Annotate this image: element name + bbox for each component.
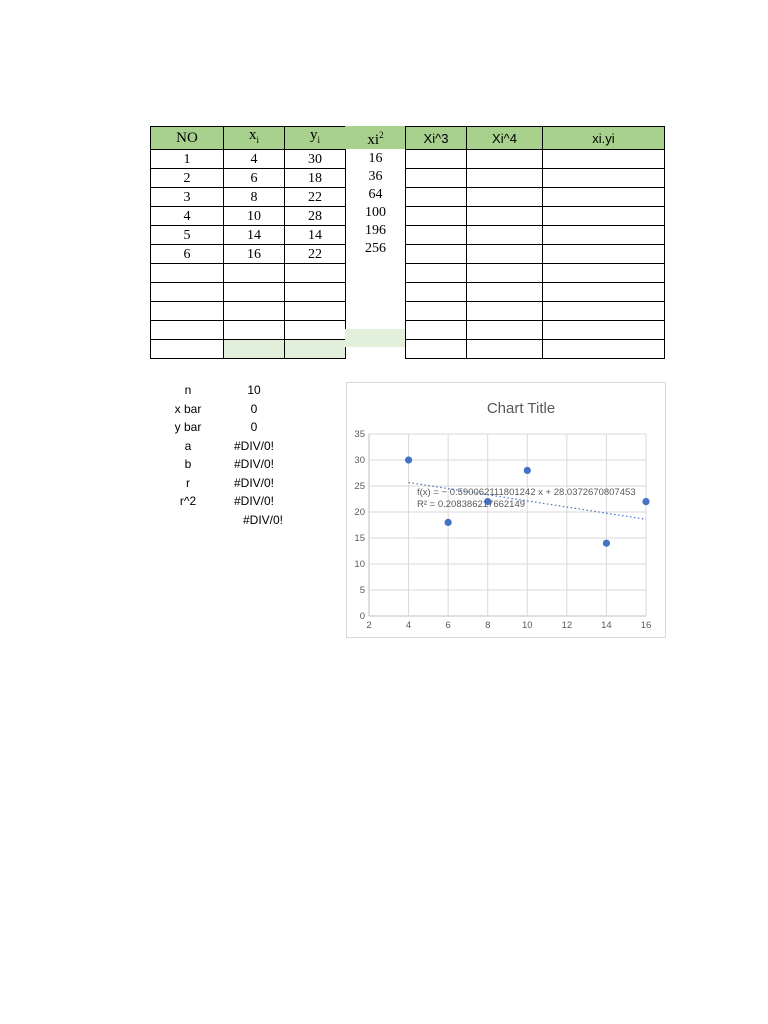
x-tick-label: 8	[485, 620, 491, 631]
empty-cell[interactable]	[224, 321, 285, 340]
data-table-right	[405, 126, 665, 359]
trendline-equation[interactable]: f(x) = − 0.590062111801242 x + 28.0372670807453	[417, 487, 636, 498]
stat-label[interactable]: b	[184, 457, 192, 471]
data-table-left	[150, 126, 346, 359]
empty-cell[interactable]	[543, 188, 665, 207]
cell-y[interactable]: 30	[285, 150, 346, 169]
cell-y[interactable]: 28	[285, 207, 346, 226]
empty-cell[interactable]	[345, 257, 406, 275]
stat-value[interactable]: #DIV/0!	[233, 494, 275, 508]
data-table-xi2	[345, 126, 406, 347]
empty-cell[interactable]	[467, 169, 543, 188]
stat-value[interactable]: #DIV/0!	[233, 475, 275, 490]
stat-label[interactable]: x bar	[174, 401, 202, 416]
header-xi2-sup: 2	[379, 130, 384, 140]
empty-cell[interactable]	[543, 207, 665, 226]
data-point	[445, 519, 452, 526]
data-point	[642, 498, 649, 505]
empty-cell[interactable]	[406, 245, 467, 264]
empty-cell[interactable]	[543, 226, 665, 245]
cell-x2[interactable]: 196	[365, 222, 386, 238]
x-tick-label: 14	[601, 620, 612, 631]
cell-x[interactable]: 6	[224, 169, 285, 188]
empty-cell[interactable]	[406, 340, 467, 359]
empty-cell[interactable]	[406, 302, 467, 321]
empty-cell[interactable]	[467, 188, 543, 207]
cell-y[interactable]: 22	[285, 188, 346, 207]
sum-cell-x[interactable]	[224, 340, 285, 359]
header-xi-sub: i	[256, 135, 259, 145]
empty-cell[interactable]	[224, 302, 285, 321]
empty-cell[interactable]	[224, 264, 285, 283]
empty-cell[interactable]	[406, 207, 467, 226]
cell-x2[interactable]: 256	[365, 240, 386, 256]
header-xi-base: x	[248, 127, 257, 143]
empty-cell[interactable]	[467, 207, 543, 226]
scatter-chart[interactable]	[346, 382, 666, 638]
empty-cell[interactable]	[543, 245, 665, 264]
y-tick-label: 20	[354, 507, 365, 518]
stat-value[interactable]: 0	[250, 401, 258, 416]
cell-no[interactable]: 5	[151, 226, 224, 245]
x-tick-label: 12	[561, 620, 573, 631]
header-xi2[interactable]	[345, 127, 406, 150]
data-point	[405, 456, 412, 463]
cell-no[interactable]: 3	[151, 188, 224, 207]
empty-cell[interactable]	[543, 340, 665, 359]
header-no[interactable]: NO	[151, 127, 224, 150]
empty-cell[interactable]	[345, 311, 406, 329]
empty-cell[interactable]	[406, 264, 467, 283]
cell-y[interactable]: 22	[285, 245, 346, 264]
y-tick-label: 10	[354, 559, 365, 570]
cell-y[interactable]: 14	[285, 226, 346, 245]
empty-cell[interactable]	[285, 302, 346, 321]
empty-cell[interactable]	[406, 283, 467, 302]
header-yi-base: y	[309, 127, 318, 143]
empty-cell[interactable]	[543, 302, 665, 321]
cell-no[interactable]: 2	[151, 169, 224, 188]
x-tick-label: 10	[521, 620, 533, 631]
stat-extra-value[interactable]: #DIV/0!	[242, 513, 284, 527]
stat-value[interactable]: 10	[247, 383, 261, 397]
cell-x2[interactable]: 16	[368, 150, 383, 166]
header-yi-sub: i	[317, 135, 320, 145]
header-xi[interactable]	[224, 127, 285, 150]
empty-cell[interactable]	[406, 226, 467, 245]
chart-title[interactable]: Chart Title	[486, 400, 556, 417]
empty-cell[interactable]	[151, 340, 224, 359]
data-point	[524, 467, 531, 474]
empty-cell[interactable]	[467, 283, 543, 302]
stat-label[interactable]: n	[184, 383, 192, 397]
stat-value[interactable]: 0	[250, 420, 258, 434]
y-tick-label: 25	[354, 481, 365, 492]
sum-cell-y[interactable]	[285, 340, 346, 359]
empty-cell[interactable]	[406, 321, 467, 340]
empty-cell[interactable]	[345, 293, 406, 311]
empty-cell[interactable]	[467, 321, 543, 340]
cell-x2[interactable]: 100	[365, 204, 386, 220]
empty-cell[interactable]	[406, 150, 467, 169]
x-tick-label: 4	[405, 620, 412, 631]
cell-x[interactable]: 8	[224, 188, 285, 207]
header-xiyi[interactable]: xi.yi	[543, 127, 665, 150]
empty-cell[interactable]	[151, 283, 224, 302]
cell-x[interactable]: 4	[224, 150, 285, 169]
empty-cell[interactable]	[467, 264, 543, 283]
empty-cell[interactable]	[151, 302, 224, 321]
empty-cell[interactable]	[467, 150, 543, 169]
empty-cell[interactable]	[285, 321, 346, 340]
empty-cell[interactable]	[543, 283, 665, 302]
empty-cell[interactable]	[467, 245, 543, 264]
empty-cell[interactable]	[285, 283, 346, 302]
cell-x[interactable]: 14	[224, 226, 285, 245]
empty-cell[interactable]	[406, 188, 467, 207]
cell-x2[interactable]: 36	[368, 168, 383, 184]
sum-cell-x2[interactable]	[345, 329, 406, 347]
stat-label[interactable]: y bar	[174, 420, 202, 434]
y-tick-label: 30	[354, 455, 365, 466]
empty-cell[interactable]	[543, 321, 665, 340]
empty-cell[interactable]	[151, 264, 224, 283]
y-tick-label: 5	[359, 585, 365, 596]
empty-cell[interactable]	[467, 340, 543, 359]
empty-cell[interactable]	[467, 302, 543, 321]
x-tick-label: 2	[366, 620, 372, 631]
cell-y[interactable]: 18	[285, 169, 346, 188]
stat-value[interactable]: #DIV/0!	[233, 457, 275, 471]
empty-cell[interactable]	[151, 321, 224, 340]
y-tick-label: 0	[359, 611, 365, 622]
empty-cell[interactable]	[467, 226, 543, 245]
cell-no[interactable]: 4	[151, 207, 224, 226]
header-xi2-base: xi	[367, 132, 380, 148]
stat-label[interactable]: r^2	[179, 494, 197, 508]
empty-cell[interactable]	[543, 264, 665, 283]
cell-no[interactable]: 1	[151, 150, 224, 169]
data-point	[603, 540, 610, 547]
x-tick-label: 6	[445, 620, 451, 631]
cell-x[interactable]: 16	[224, 245, 285, 264]
empty-cell[interactable]	[406, 169, 467, 188]
stat-label[interactable]: a	[184, 438, 192, 453]
cell-no[interactable]: 6	[151, 245, 224, 264]
y-tick-label: 35	[354, 429, 365, 440]
empty-cell[interactable]	[345, 275, 406, 293]
empty-cell[interactable]	[543, 150, 665, 169]
stat-label[interactable]: r	[186, 475, 190, 490]
empty-cell[interactable]	[224, 283, 285, 302]
header-xi3[interactable]: Xi^3	[406, 127, 467, 150]
empty-cell[interactable]	[543, 169, 665, 188]
y-tick-label: 15	[354, 533, 365, 544]
empty-cell[interactable]	[285, 264, 346, 283]
header-xi4[interactable]: Xi^4	[467, 127, 543, 150]
x-tick-label: 16	[640, 620, 652, 631]
stat-value[interactable]: #DIV/0!	[233, 438, 275, 453]
header-yi[interactable]	[285, 127, 346, 150]
cell-x[interactable]: 10	[224, 207, 285, 226]
trendline-r-squared[interactable]: R² = 0.208386217662149	[417, 499, 526, 510]
cell-x2[interactable]: 64	[368, 186, 383, 202]
chart-canvas	[347, 383, 665, 637]
